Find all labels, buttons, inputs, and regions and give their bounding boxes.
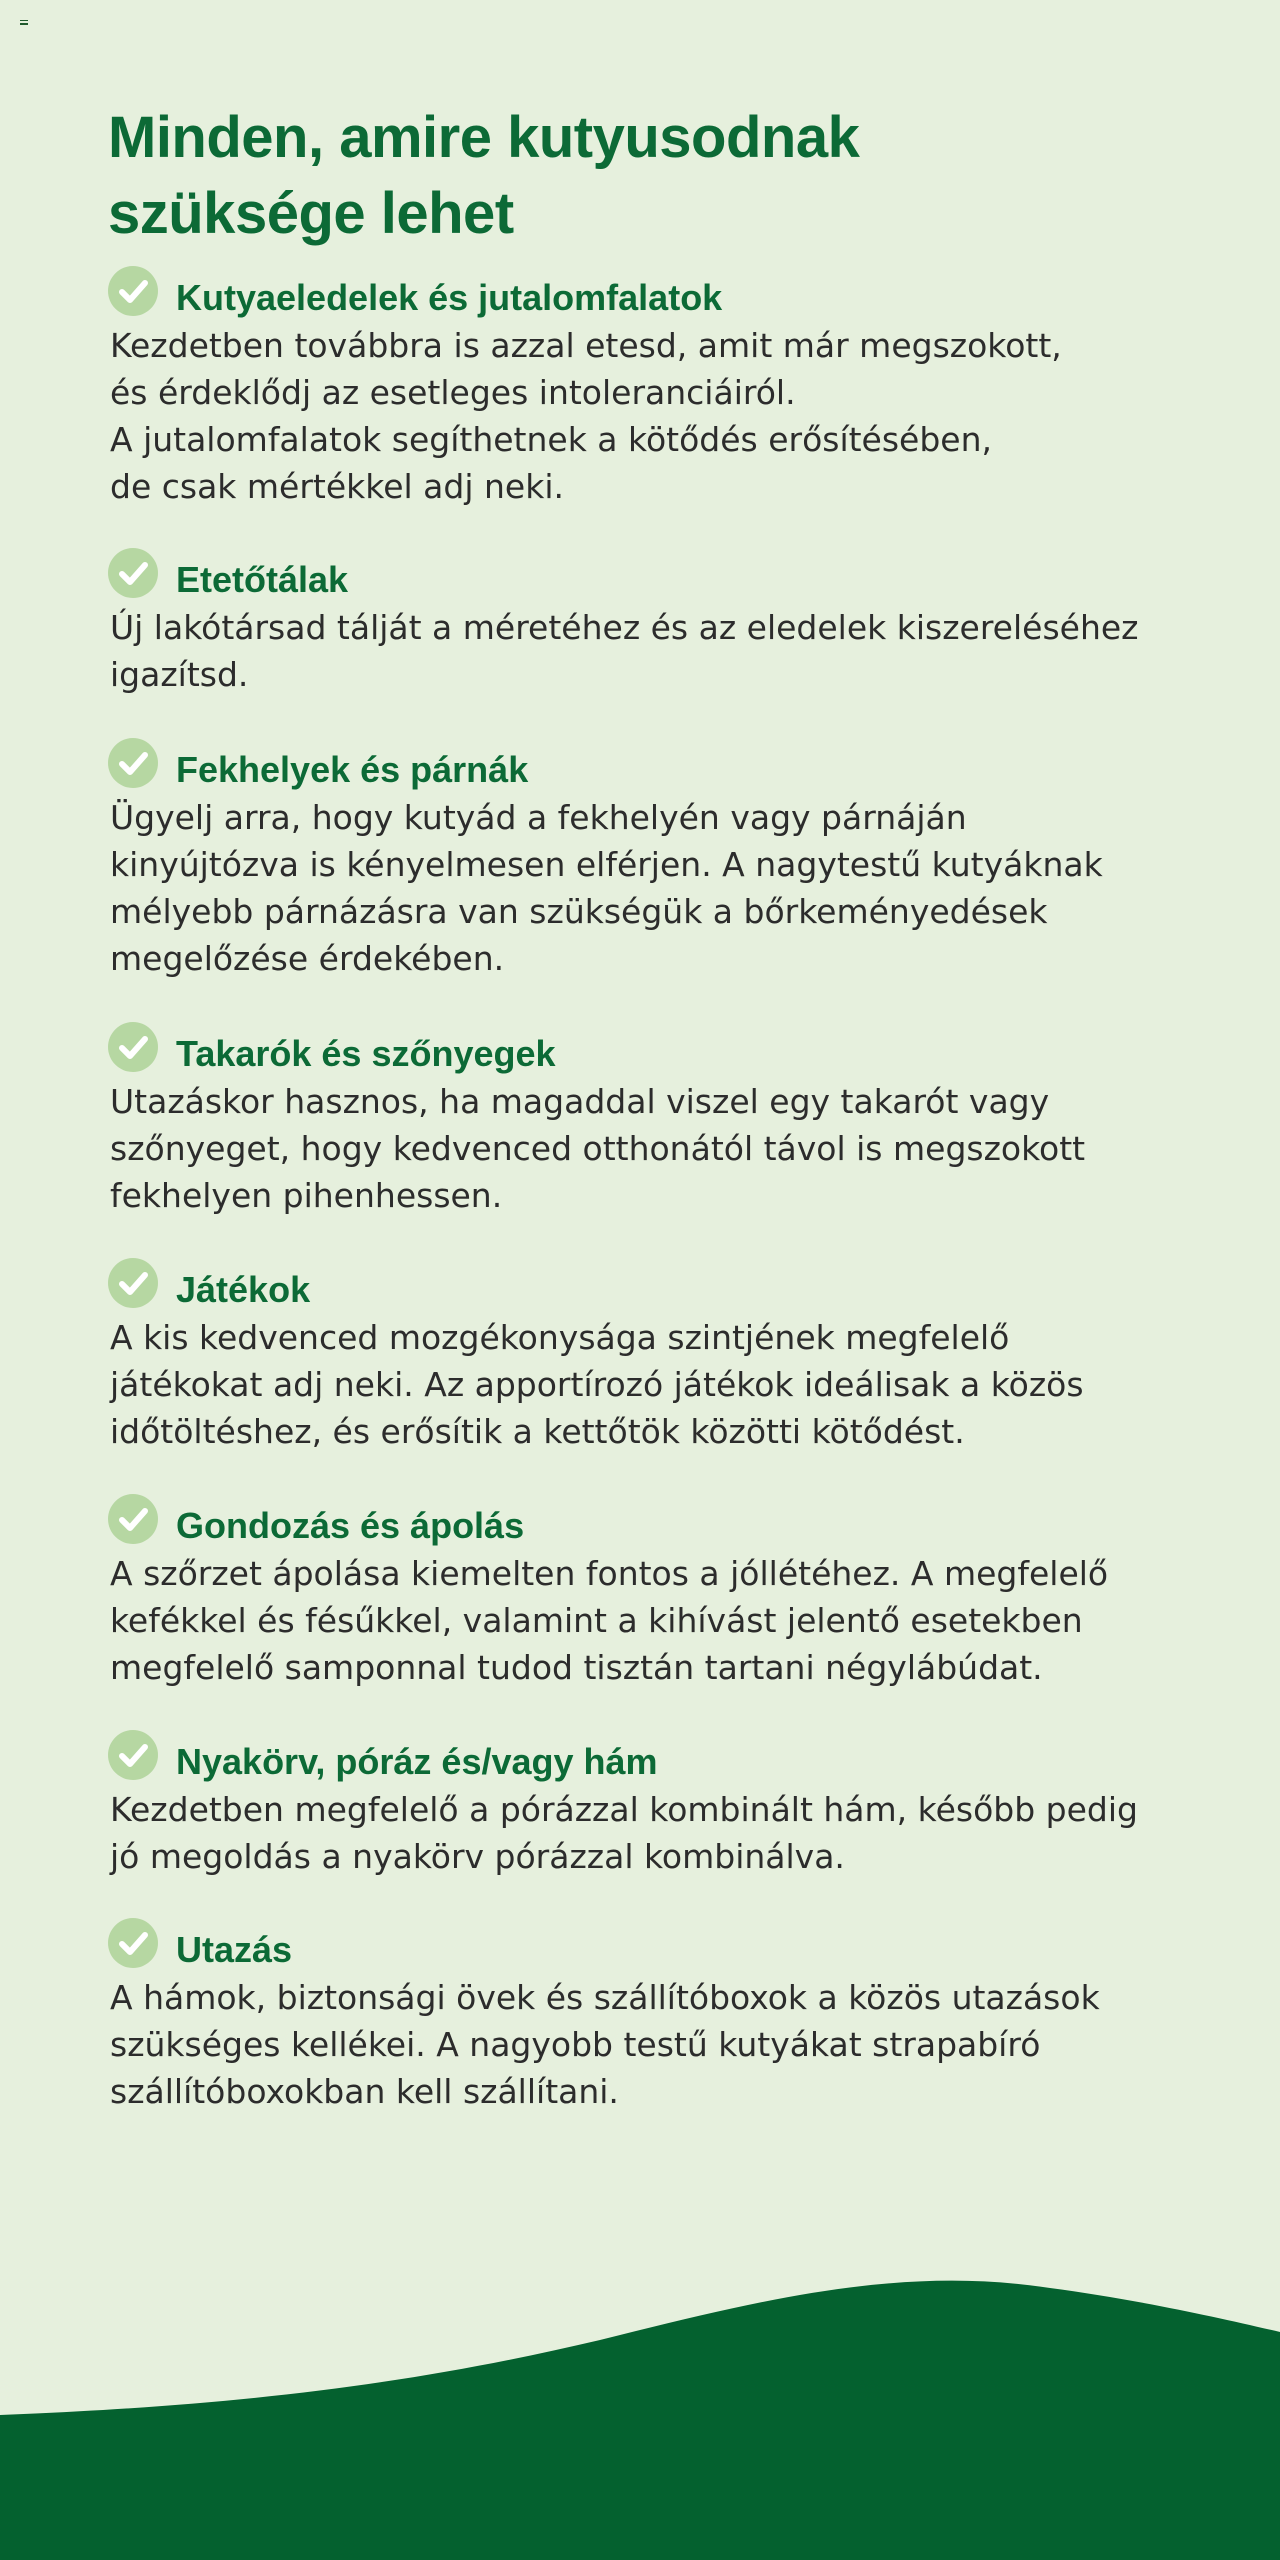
- body-line: jó megoldás a nyakörv pórázzal kombinálva.: [110, 1837, 845, 1876]
- body-line: kinyújtózva is kényelmesen elférjen. A nagytestű kutyáknak: [110, 845, 1103, 884]
- footer-wave: [0, 2270, 1280, 2560]
- check-circle-icon: [108, 266, 158, 316]
- body-line: mélyebb párnázásra van szükségük a bőrkeményedések: [110, 892, 1048, 931]
- body-line: időtöltéshez, és erősítik a kettőtök közötti kötődést.: [110, 1412, 965, 1451]
- section-body: [110, 604, 1210, 698]
- section-body: [110, 1314, 1210, 1455]
- check-circle-icon: [108, 1494, 158, 1544]
- body-line: Kezdetben megfelelő a pórázzal kombinált hám, később pedig: [110, 1790, 1138, 1829]
- section-heading: Játékok: [176, 1269, 311, 1310]
- body-line: Kezdetben továbbra is azzal etesd, amit már megszokott,: [110, 326, 1062, 365]
- body-line: igazítsd.: [110, 655, 249, 694]
- body-line: A hámok, biztonsági övek és szállítóboxok a közös utazások: [110, 1978, 1100, 2017]
- page-title-line: Minden, amire kutyusodnak: [108, 105, 860, 170]
- footer-wave-shape: [0, 2281, 1280, 2560]
- check-circle-icon: [108, 1730, 158, 1780]
- body-line: de csak mértékkel adj neki.: [110, 467, 564, 506]
- page-title: [108, 100, 1108, 252]
- body-line: A kis kedvenced mozgékonysága szintjének megfelelő: [110, 1318, 1010, 1357]
- body-line: szükséges kellékei. A nagyobb testű kutyákat strapabíró: [110, 2025, 1041, 2064]
- check-circle-icon: [108, 1022, 158, 1072]
- section-body: [110, 1974, 1210, 2115]
- body-line: Utazáskor hasznos, ha magaddal viszel egy takarót vagy: [110, 1082, 1050, 1121]
- body-line: szállítóboxokban kell szállítani.: [110, 2072, 619, 2111]
- body-line: A szőrzet ápolása kiemelten fontos a jóllétéhez. A megfelelő: [110, 1554, 1109, 1593]
- body-line: fekhelyen pihenhessen.: [110, 1176, 503, 1215]
- section-body: [110, 322, 1210, 510]
- section-heading: Takarók és szőnyegek: [176, 1033, 556, 1074]
- section-body: [110, 1078, 1210, 1219]
- body-line: A jutalomfalatok segíthetnek a kötődés erősítésében,: [110, 420, 993, 459]
- section-body: [110, 794, 1210, 982]
- section-heading: Fekhelyek és párnák: [176, 749, 529, 790]
- body-line: és érdeklődj az esetleges intoleranciáiról.: [110, 373, 796, 412]
- menu-icon[interactable]: [20, 20, 28, 26]
- body-line: kefékkel és fésűkkel, valamint a kihívást jelentő esetekben: [110, 1601, 1083, 1640]
- body-line: megelőzése érdekében.: [110, 939, 505, 978]
- body-line: játékokat adj neki. Az apportírozó játékok ideálisak a közös: [110, 1365, 1084, 1404]
- page-title-line: szüksége lehet: [108, 181, 514, 246]
- body-line: megfelelő samponnal tudod tisztán tartani négylábúdat.: [110, 1648, 1043, 1687]
- body-line: szőnyeget, hogy kedvenced otthonától távol is megszokott: [110, 1129, 1086, 1168]
- section-heading: Utazás: [176, 1929, 293, 1970]
- body-line: Ügyelj arra, hogy kutyád a fekhelyén vagy párnáján: [110, 798, 967, 837]
- check-circle-icon: [108, 1918, 158, 1968]
- section-heading: Gondozás és ápolás: [176, 1505, 525, 1546]
- check-circle-icon: [108, 548, 158, 598]
- check-circle-icon: [108, 1258, 158, 1308]
- section-heading: Nyakörv, póráz és/vagy hám: [176, 1741, 658, 1782]
- body-line: Új lakótársad tálját a méretéhez és az eledelek kiszereléséhez: [110, 608, 1139, 647]
- section-body: [110, 1550, 1210, 1691]
- check-circle-icon: [108, 738, 158, 788]
- section-heading: Etetőtálak: [176, 559, 349, 600]
- section-body: [110, 1786, 1210, 1880]
- section-heading: Kutyaeledelek és jutalomfalatok: [176, 277, 723, 318]
